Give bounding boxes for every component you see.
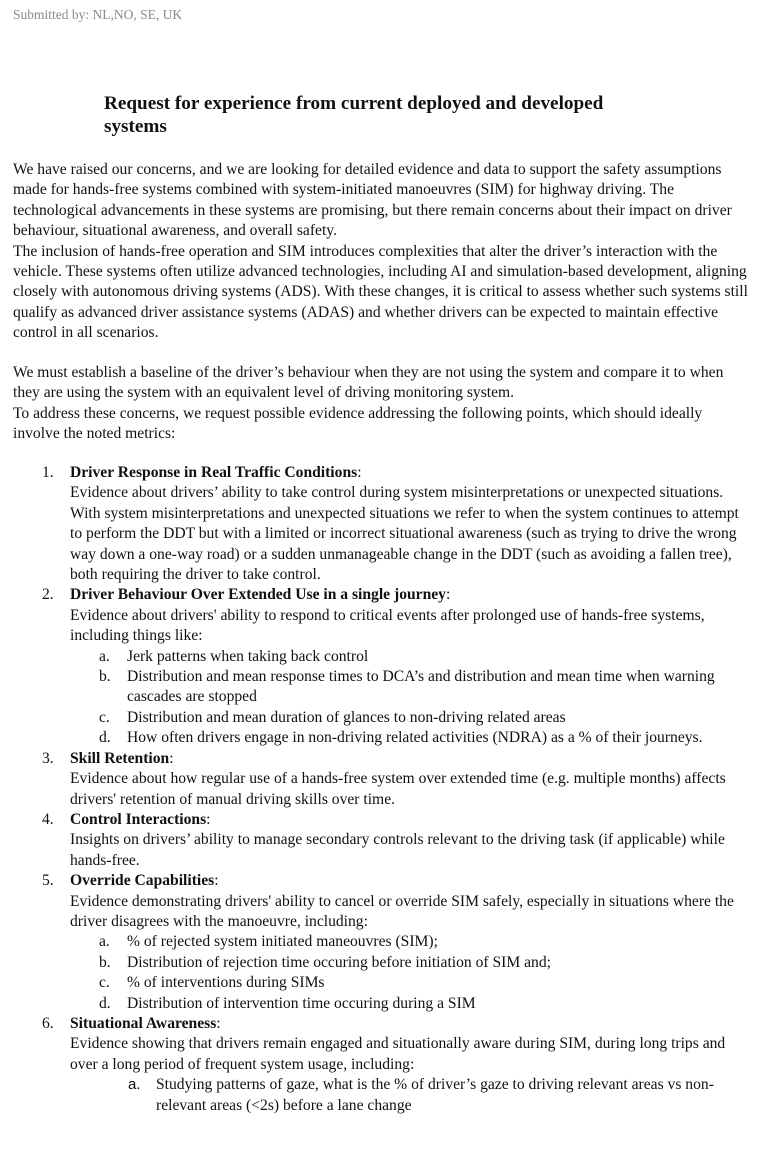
point-skill-retention — [13, 749, 749, 810]
heading-colon: : — [214, 872, 219, 890]
sub-list — [70, 1075, 749, 1116]
intro-paragraph — [13, 160, 748, 344]
point-heading: Situational Awareness — [70, 1014, 217, 1032]
point-heading: Override Capabilities — [70, 872, 215, 890]
sub-item — [13, 728, 749, 748]
baseline-paragraph — [13, 363, 748, 445]
point-body: Evidence showing that drivers remain engaged and situationally aware during SIM, during long trips and over a long period of frequent system usage, including: — [70, 1035, 726, 1073]
sub-item — [13, 994, 749, 1014]
point-heading: Driver Response in Real Traffic Conditions — [70, 464, 358, 481]
heading-colon: : — [445, 586, 451, 604]
point-override-capabilities — [13, 871, 749, 1014]
sub-text: Jerk patterns when taking back control — [127, 647, 369, 665]
sub-letter: a. — [128, 1076, 141, 1094]
point-heading: Control Interactions — [70, 810, 207, 828]
sub-item — [13, 973, 749, 993]
submitted-by: Submitted by: NL,NO, SE, UK — [13, 7, 183, 22]
point-number: 4. — [42, 810, 54, 828]
point-body: Evidence about drivers’ ability to take control during system misinterpretations or unexpected situations. With system misinterpretations and unexpected situations we refer to when the system continues to attempt to perform the DDT but with a limited or incorrect situational awareness (such as trying to drive the wrong way down a one-way road) or a sudden unmanageable change in the DDT (such as avoiding a fallen tree), both requiring the driver to take control. — [70, 484, 739, 584]
point-heading: Skill Retention — [70, 749, 170, 767]
sub-letter: d. — [99, 729, 111, 747]
sub-item — [13, 667, 749, 708]
point-extended-use — [13, 585, 749, 748]
point-body: Evidence about drivers' ability to respond to critical events after prolonged use of hands-free systems, including things like: — [70, 606, 705, 645]
point-number: 5. — [42, 872, 54, 890]
heading-colon: : — [216, 1014, 221, 1032]
sub-letter: c. — [99, 708, 110, 726]
point-control-interactions — [13, 810, 749, 871]
baseline-text-b: To address these concerns, we request possible evidence addressing the following points, which should ideally involve the noted metrics: — [13, 404, 703, 443]
sub-text: Distribution and mean duration of glances to non-driving related areas — [127, 708, 566, 726]
sub-text: Distribution and mean response times to DCA’s and distribution and mean time when warning cascades are stopped — [127, 668, 715, 706]
sub-text: % of interventions during SIMs — [127, 974, 325, 992]
evidence-points-list — [13, 463, 749, 1116]
sub-text: Distribution of intervention time occuring during a SIM — [127, 994, 476, 1012]
point-number: 2. — [42, 586, 54, 604]
intro-text-a: We have raised our concerns, and we are looking for detailed evidence and data to support the safety assumptions made for hands-free systems combined with system-initiated manoeuvres (SIM) for highway driving. The technological advancements in these systems are promising, but there remain concerns about their impact on driver behaviour, situational awareness, and overall safety. — [13, 161, 732, 240]
sub-letter: b. — [99, 668, 111, 686]
sub-text: Studying patterns of gaze, what is the % of driver’s gaze to driving relevant areas vs non-relevant areas (<2s) before a lane change — [156, 1076, 714, 1114]
sub-item — [13, 647, 749, 667]
sub-item — [13, 932, 749, 952]
sub-item — [13, 708, 749, 728]
sub-letter: b. — [99, 953, 111, 971]
point-number: 3. — [42, 749, 54, 767]
sub-item — [13, 1075, 749, 1116]
sub-list — [70, 647, 749, 749]
point-number: 1. — [42, 464, 54, 481]
document-title: Request for experience from current deployed and developed systems — [104, 93, 604, 137]
sub-text: Distribution of rejection time occuring before initiation of SIM and; — [127, 953, 551, 971]
sub-list — [70, 932, 749, 1014]
heading-colon: : — [357, 464, 362, 481]
point-body: Evidence demonstrating drivers' ability to cancel or override SIM safely, especially in situations where the driver disagrees with the manoeuvre, including: — [70, 892, 734, 930]
point-body: Evidence about how regular use of a hands-free system over extended time (e.g. multiple months) affects drivers' retention of manual driving skills over time. — [70, 770, 726, 808]
baseline-text-a: We must establish a baseline of the driver’s behaviour when they are not using the system and compare it to when they are using the system with an equivalent level of driving monitoring system. — [13, 364, 724, 402]
sub-letter: a. — [99, 933, 110, 951]
heading-colon: : — [206, 810, 211, 828]
sub-letter: d. — [99, 994, 111, 1012]
point-driver-response — [13, 463, 749, 585]
point-body: Insights on drivers’ ability to manage secondary controls relevant to the driving task (if applicable) while hands-free. — [70, 831, 725, 869]
point-heading: Driver Behaviour Over Extended Use in a single journey — [70, 586, 446, 604]
sub-letter: c. — [99, 974, 110, 992]
point-situational-awareness — [13, 1014, 749, 1116]
point-number: 6. — [42, 1014, 54, 1032]
sub-text: How often drivers engage in non-driving related activities (NDRA) as a % of their journeys. — [127, 729, 703, 747]
sub-letter: a. — [99, 647, 110, 665]
heading-colon: : — [169, 749, 174, 767]
intro-text-b: The inclusion of hands-free operation and SIM introduces complexities that alter the driver’s interaction with the vehicle. These systems often utilize advanced technologies, including AI and simulation-based development, aligning closely with autonomous driving systems (ADS). With these changes, it is critical to assess whether such systems still qualify as advanced driver assistance systems (ADAS) and whether drivers can be expected to maintain effective control in all scenarios. — [13, 242, 748, 342]
sub-item — [13, 953, 749, 973]
sub-text: % of rejected system initiated maneouvres (SIM); — [127, 933, 438, 951]
